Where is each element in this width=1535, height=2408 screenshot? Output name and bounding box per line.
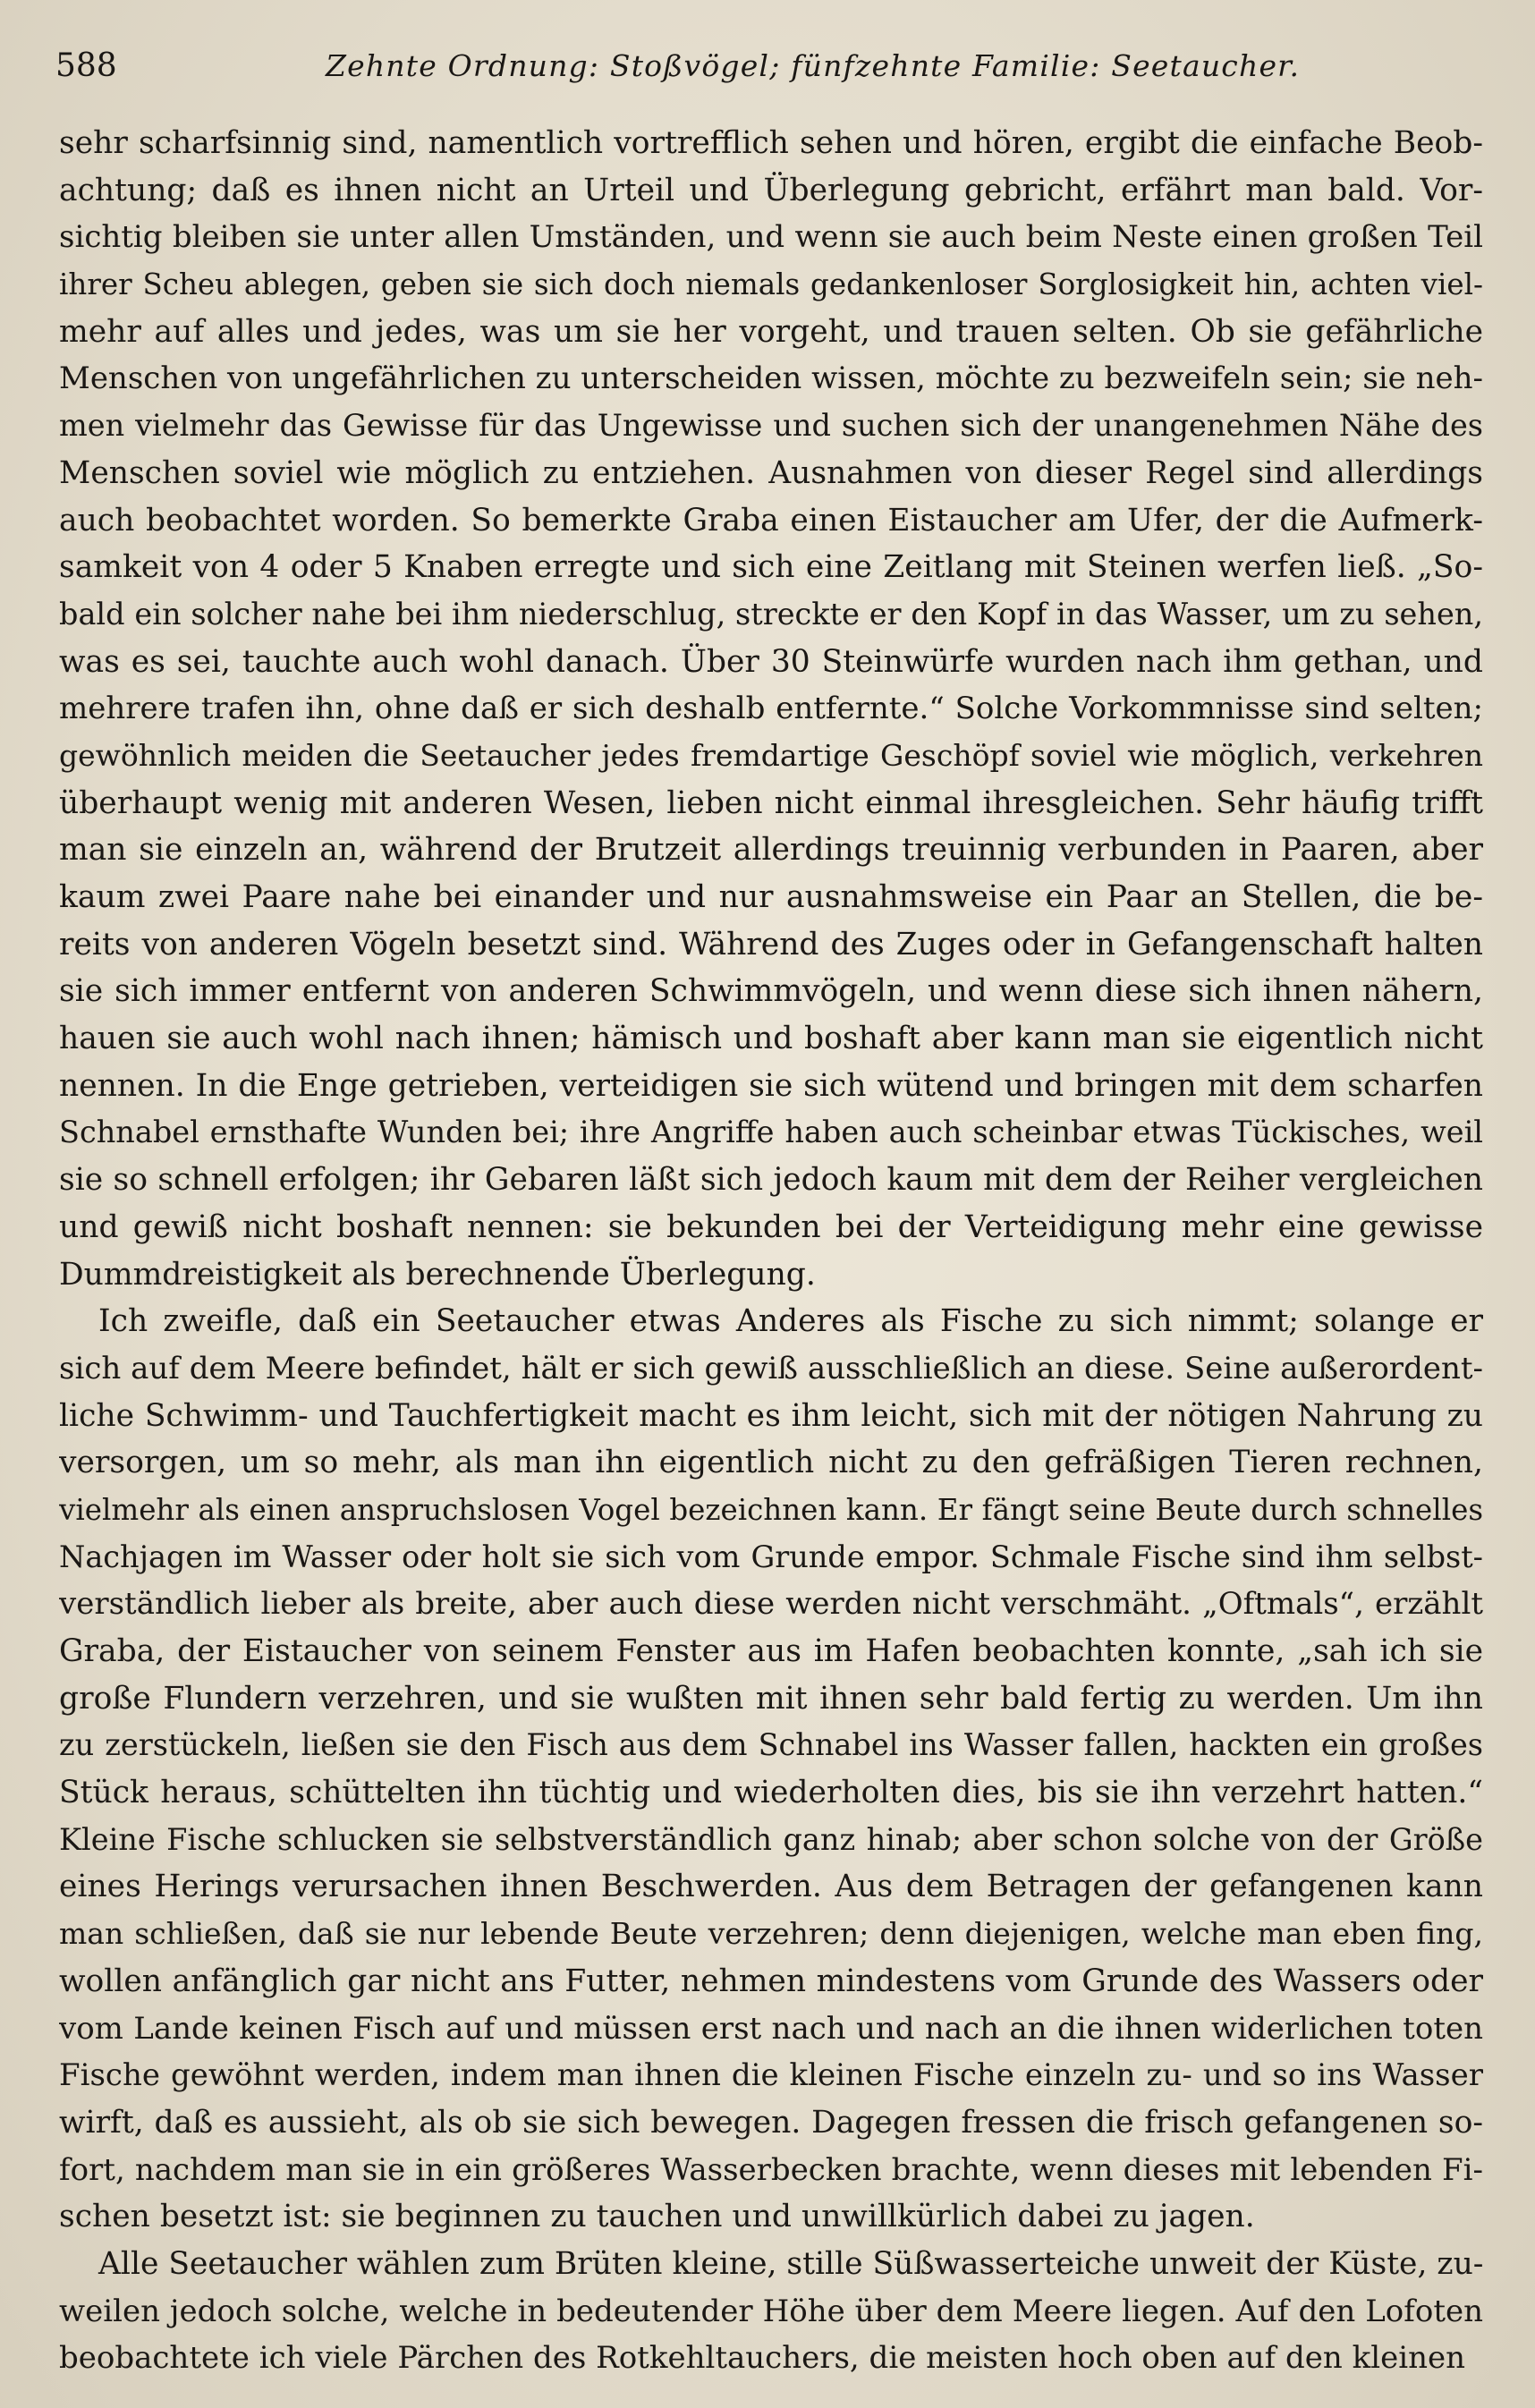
text-line: sichtig bleiben sie unter allen Umständen, und wenn sie auch beim Neste einen großen Teil [59, 219, 1483, 256]
text-line: Nachjagen im Wasser oder holt sie sich vom Grunde empor. Schmale Fische sind ihm selbst- [59, 1539, 1483, 1574]
text-line: liche Schwimm- und Tauchfertigkeit macht es ihm leicht, sich mit der nötigen Nahrung zu [59, 1397, 1483, 1434]
paragraph [59, 2241, 1483, 2382]
text-line: sie sich immer entfernt von anderen Schwimmvögeln, und wenn diese sich ihnen nähern, [59, 973, 1483, 1010]
text-line: Kleine Fische schlucken sie selbstverständlich ganz hinab; aber schon solche von der Größe [59, 1821, 1483, 1857]
text-line: samkeit von 4 oder 5 Knaben erregte und sich eine Zeitlang mit Steinen werfen ließ. „So- [59, 549, 1483, 586]
text-line: achtung; daß es ihnen nicht an Urteil und Überlegung gebricht, erfährt man bald. Vor- [59, 172, 1483, 208]
text-line: fort, nachdem man sie in ein größeres Wasserbecken brachte, wenn dieses mit lebenden Fi- [59, 2151, 1483, 2188]
text-line: bald ein solcher nahe bei ihm niederschlug, streckte er den Kopf in das Wasser, um zu sehen, [59, 596, 1483, 632]
text-line: vielmehr als einen anspruchslosen Vogel bezeichnen kann. Er fängt seine Beute durch schnelles [59, 1492, 1483, 1527]
text-line: beobachtete ich viele Pärchen des Rotkehltauchers, die meisten hoch oben auf den kleinen [59, 2340, 1466, 2377]
text-line: eines Herings verursachen ihnen Beschwerden. Aus dem Betragen der gefangenen kann [59, 1869, 1483, 1905]
text-line: mehr auf alles und jedes, was um sie her vorgeht, und trauen selten. Ob sie gefährliche [59, 313, 1483, 350]
text-line: Graba, der Eistaucher von seinem Fenster aus im Hafen beobachten konnte, „sah ich sie [59, 1633, 1483, 1669]
text-line: ihrer Scheu ablegen, geben sie sich doch niemals gedankenloser Sorglosigkeit hin, achten viel- [59, 267, 1483, 302]
text-line: men vielmehr das Gewisse für das Ungewisse und suchen sich der unangenehmen Nähe des [59, 408, 1483, 444]
text-line: wollen anfänglich gar nicht ans Futter, nehmen mindestens vom Grunde des Wassers oder [59, 1963, 1483, 1999]
text-line: weilen jedoch solche, welche in bedeutender Höhe über dem Meere liegen. Auf den Lofoten [59, 2293, 1483, 2329]
text-line: Schnabel ernsthafte Wunden bei; ihre Angriffe haben auch scheinbar etwas Tückisches, weil [59, 1115, 1483, 1150]
text-line: wirft, daß es aussieht, als ob sie sich bewegen. Dagegen fressen die frisch gefangenen so- [59, 2104, 1483, 2141]
text-line: schen besetzt ist: sie beginnen zu tauchen und unwillkürlich dabei zu jagen. [59, 2199, 1255, 2235]
text-line: man sie einzeln an, während der Brutzeit allerdings treuinnig verbunden in Paaren, aber [59, 832, 1483, 869]
text-line: sehr scharfsinnig sind, namentlich vortrefflich sehen und hören, ergibt die einfache Beob- [59, 125, 1483, 161]
text-line: Menschen von ungefährlichen zu unterscheiden wissen, möchte zu bezweifeln sein; sie neh- [59, 360, 1483, 397]
text-line: und gewiß nicht boshaft nennen: sie bekunden bei der Verteidigung mehr eine gewisse [59, 1208, 1483, 1245]
running-head-title: Zehnte Ordnung: Stoßvögel; fünfzehnte Familie: Seetaucher. [326, 48, 1301, 83]
text-line: Ich zweifle, daß ein Seetaucher etwas Anderes als Fische zu sich nimmt; solange er [98, 1303, 1483, 1340]
text-line: Alle Seetaucher wählen zum Brüten kleine, stille Süßwasserteiche unweit der Küste, zu- [98, 2245, 1483, 2282]
text-line: Fische gewöhnt werden, indem man ihnen die kleinen Fische einzeln zu- und so ins Wasser [59, 2057, 1483, 2094]
text-line: hauen sie auch wohl nach ihnen; hämisch und boshaft aber kann man sie eigentlich nicht [59, 1021, 1483, 1057]
paragraph [59, 120, 1483, 1298]
text-line: auch beobachtet worden. So bemerkte Graba einen Eistaucher am Ufer, der die Aufmerk- [59, 502, 1483, 538]
paragraph [59, 1298, 1483, 2241]
page-number: 588 [55, 47, 117, 84]
text-line: zu zerstückeln, ließen sie den Fisch aus dem Schnabel ins Wasser fallen, hackten ein großes [59, 1727, 1483, 1763]
text-line: nennen. In die Enge getrieben, verteidigen sie sich wütend und bringen mit dem scharfen [59, 1067, 1483, 1104]
text-line: was es sei, tauchte auch wohl danach. Über 30 Steinwürfe wurden nach ihm gethan, und [59, 643, 1483, 680]
text-line: überhaupt wenig mit anderen Wesen, lieben nicht einmal ihresgleichen. Sehr häufig trifft [59, 784, 1483, 821]
text-line: kaum zwei Paare nahe bei einander und nur ausnahmsweise ein Paar an Stellen, die be- [59, 879, 1483, 915]
text-line: gewöhnlich meiden die Seetaucher jedes fremdartige Geschöpf soviel wie möglich, verkehren [59, 737, 1483, 773]
text-line: vom Lande keinen Fisch auf und müssen erst nach und nach an die ihnen widerlichen toten [59, 2010, 1483, 2047]
text-line: sie so schnell erfolgen; ihr Gebaren läßt sich jedoch kaum mit dem der Reiher vergleichen [59, 1162, 1483, 1199]
running-head [55, 39, 1487, 93]
text-line: Stück heraus, schüttelten ihn tüchtig und wiederholten dies, bis sie ihn verzehrt hatten.“ [59, 1775, 1483, 1811]
text-line: sich auf dem Meere befindet, hält er sich gewiß ausschließlich an diese. Seine außerordent- [59, 1350, 1483, 1386]
text-line: versorgen, um so mehr, als man ihn eigentlich nicht zu den gefräßigen Tieren rechnen, [59, 1445, 1483, 1481]
text-line: reits von anderen Vögeln besetzt sind. Während des Zuges oder in Gefangenschaft halten [59, 926, 1483, 962]
text-line: Menschen soviel wie möglich zu entziehen. Ausnahmen von dieser Regel sind allerdings [59, 454, 1483, 491]
text-line: Dummdreistigkeit als berechnende Überlegung. [59, 1256, 816, 1293]
text-line: große Flundern verzehren, und sie wußten mit ihnen sehr bald fertig zu werden. Um ihn [59, 1680, 1483, 1717]
text-line: man schließen, daß sie nur lebende Beute verzehren; denn diejenigen, welche man eben fing, [59, 1916, 1483, 1952]
text-line: mehrere trafen ihn, ohne daß er sich deshalb entfernte.“ Solche Vorkommnisse sind selten; [59, 691, 1483, 727]
text-line: verständlich lieber als breite, aber auch diese werden nicht verschmäht. „Oftmals“, erzählt [59, 1586, 1483, 1623]
body-text [59, 120, 1483, 2382]
